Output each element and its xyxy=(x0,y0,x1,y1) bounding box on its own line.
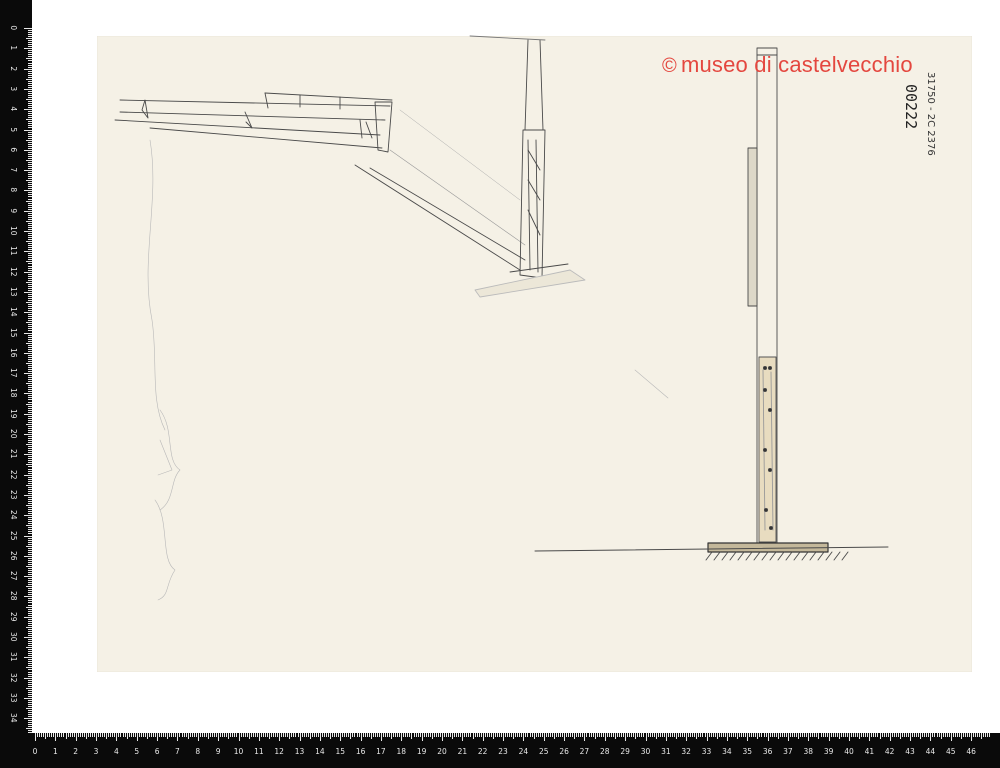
ruler-label: 46 xyxy=(966,747,976,756)
ruler-label: 21 xyxy=(457,747,468,756)
ruler-label: 5 xyxy=(8,126,18,132)
ruler-label: 28 xyxy=(8,591,18,601)
ruler-label: 30 xyxy=(640,747,651,756)
museum-watermark xyxy=(662,52,913,78)
ruler-label: 0 xyxy=(32,747,38,756)
ruler-label: 1 xyxy=(8,45,18,51)
ruler-label: 4 xyxy=(8,106,18,112)
ruler-label: 3 xyxy=(93,747,99,756)
ruler-label: 15 xyxy=(8,327,18,338)
ruler-label: 31 xyxy=(8,652,18,662)
ruler-label: 33 xyxy=(8,692,18,703)
ruler-label: 6 xyxy=(8,147,18,152)
ruler-label: 21 xyxy=(8,449,18,459)
ruler-label: 28 xyxy=(600,747,610,756)
ruler-label: 14 xyxy=(315,747,325,756)
ruler-label: 33 xyxy=(701,747,712,756)
ruler-label: 25 xyxy=(538,747,549,756)
ruler-label: 39 xyxy=(823,747,834,756)
watermark-text: museo di castelvecchio xyxy=(680,52,913,77)
ruler-label: 29 xyxy=(8,611,18,622)
ruler-label: 17 xyxy=(376,747,386,756)
ruler-label: 16 xyxy=(355,747,366,756)
ruler-label: 38 xyxy=(803,747,814,756)
ruler-label: 25 xyxy=(8,530,18,541)
ruler-label: 18 xyxy=(8,388,18,398)
ruler-label: 14 xyxy=(8,307,18,317)
ruler-label: 27 xyxy=(8,571,18,581)
ruler-label: 9 xyxy=(215,747,221,756)
faint-marks xyxy=(148,140,668,600)
ruler-label: 32 xyxy=(8,672,18,683)
ruler-label: 11 xyxy=(254,747,264,756)
ruler-label: 24 xyxy=(518,747,529,756)
ruler-label: 42 xyxy=(884,747,895,756)
ruler-label: 4 xyxy=(114,747,119,756)
ruler-label: 17 xyxy=(8,368,18,378)
ruler-label: 13 xyxy=(8,286,18,297)
ruler-label: 7 xyxy=(8,167,18,173)
ruler-label: 19 xyxy=(8,408,18,419)
ruler-label: 30 xyxy=(8,631,18,642)
ruler-label: 44 xyxy=(925,747,936,756)
ruler-label: 22 xyxy=(8,469,18,480)
ruler-label: 24 xyxy=(8,510,18,520)
ruler-label: 6 xyxy=(154,747,160,756)
ruler-label: 1 xyxy=(52,747,58,756)
ruler-label: 3 xyxy=(8,86,18,92)
sketch-strut xyxy=(355,110,525,270)
ruler-label: 10 xyxy=(8,225,18,236)
sketch-post xyxy=(470,36,585,297)
ruler-label: 43 xyxy=(905,747,915,756)
ruler-label: 40 xyxy=(844,747,854,756)
ruler-label: 2 xyxy=(73,747,79,756)
ruler-label: 37 xyxy=(783,747,793,756)
ruler-label: 34 xyxy=(722,747,732,756)
ruler-label: 35 xyxy=(742,747,753,756)
ruler-label: 20 xyxy=(8,428,18,439)
ruler-label: 0 xyxy=(8,25,18,31)
sketch-beam xyxy=(115,93,392,152)
ruler-label: 11 xyxy=(8,246,18,256)
ruler-label: 26 xyxy=(559,747,569,756)
ruler-label: 8 xyxy=(8,187,18,193)
ruler-label: 13 xyxy=(294,747,305,756)
archive-code: 31750 - 2C 2376 xyxy=(925,72,936,156)
ruler-label: 29 xyxy=(620,747,630,756)
ruler-label: 34 xyxy=(8,713,18,723)
ruler-label: 23 xyxy=(8,489,18,500)
ruler-label: 10 xyxy=(233,747,244,756)
ruler-label: 45 xyxy=(945,747,956,756)
ruler-label: 16 xyxy=(8,347,18,358)
ruler-label: 23 xyxy=(498,747,508,756)
ruler-label: 7 xyxy=(175,747,180,756)
ruler-label: 8 xyxy=(195,747,201,756)
ruler-label: 32 xyxy=(681,747,691,756)
copyright-icon: © xyxy=(662,55,677,77)
ruler-label: 12 xyxy=(8,266,18,277)
ruler-label: 20 xyxy=(437,747,447,756)
ruler-label: 19 xyxy=(416,747,427,756)
ruler-label: 36 xyxy=(762,747,773,756)
inventory-number: 00222 xyxy=(902,84,920,130)
elevation-post xyxy=(535,48,888,560)
ruler-label: 27 xyxy=(579,747,590,756)
ruler-label: 12 xyxy=(274,747,284,756)
ruler-label: 31 xyxy=(661,747,671,756)
ruler-label: 26 xyxy=(8,550,18,561)
ruler-label: 22 xyxy=(477,747,488,756)
ruler-label: 15 xyxy=(335,747,346,756)
ruler-label: 18 xyxy=(396,747,407,756)
ruler-label: 9 xyxy=(8,208,18,213)
ruler-label: 41 xyxy=(864,747,875,756)
ruler-label: 2 xyxy=(8,65,18,71)
ruler-label: 5 xyxy=(134,747,140,756)
